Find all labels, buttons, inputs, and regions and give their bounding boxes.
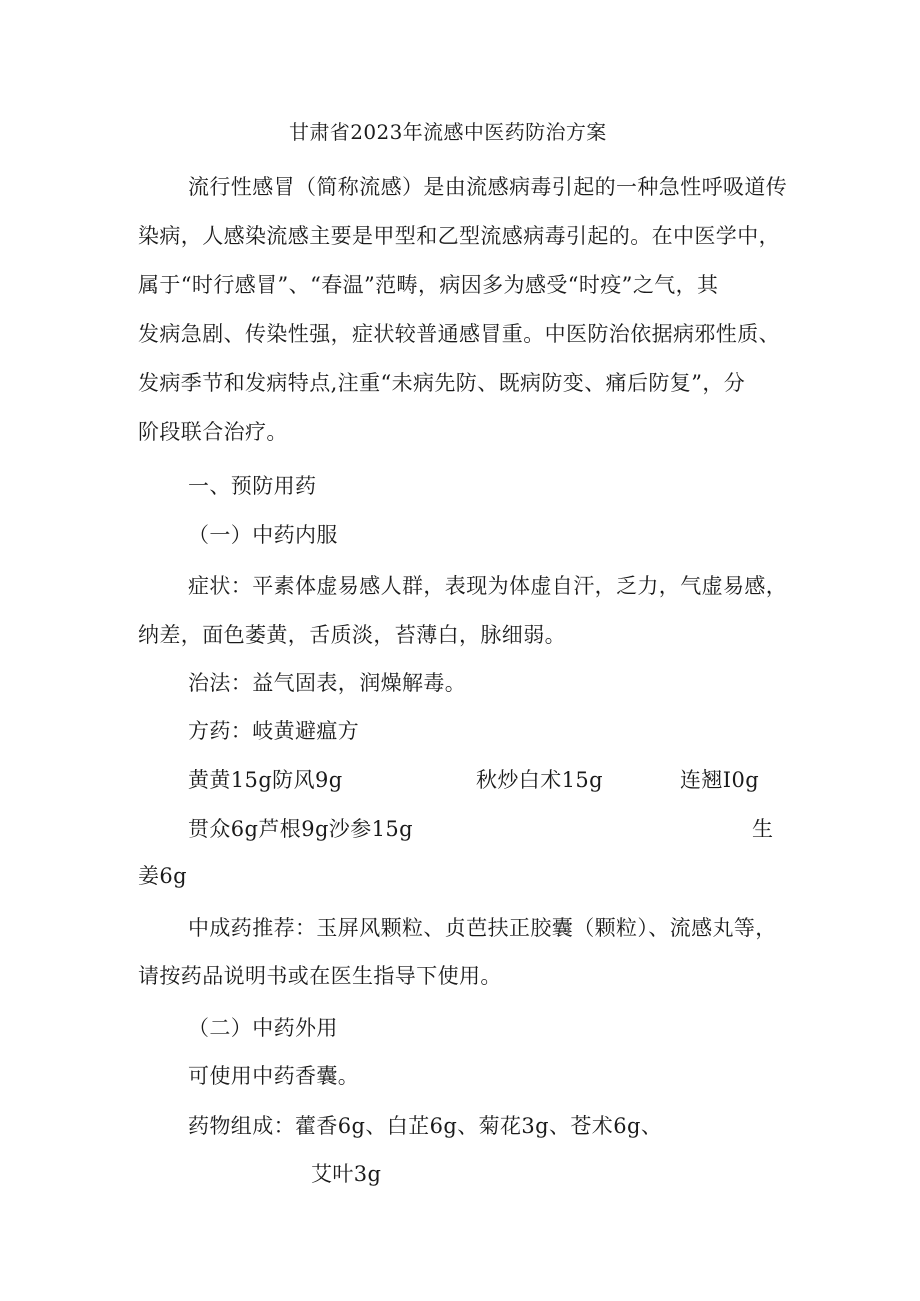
symptom-line-1: 症状：平素体虚易感人群，表现为体虚自汗，乏力，气虚易感， <box>188 574 788 598</box>
herbs-row2-col2: 生 <box>752 817 774 841</box>
herbs-row1-col3: 连翘I0g <box>680 768 760 792</box>
treatment-line: 治法：益气固表，润燥解毒。 <box>188 671 467 695</box>
herbs-row3: 姜6g <box>138 864 188 888</box>
herbs-row1-col1: 黄黄15g防风9g <box>188 768 343 792</box>
intro-line-4: 发病急剧、传染性强，症状较普通感冒重。中医防治依据病邪性质、 <box>138 322 780 346</box>
herbs-row1-col2: 秋炒白术15g <box>476 768 603 792</box>
patent-medicine-line-1: 中成药推荐：玉屏风颗粒、贞芭扶正胶囊（颗粒）、流感丸等， <box>188 916 777 940</box>
composition-line: 药物组成：藿香6g、白芷6g、菊花3g、苍术6g、 <box>188 1114 663 1138</box>
intro-line-1: 流行性感冒（简称流感）是由流感病毒引起的一种急性呼吸道传 <box>188 175 788 199</box>
prescription-line: 方药：岐黄避瘟方 <box>188 719 360 743</box>
symptom-line-2: 纳差，面色萎黄，舌质淡，苔薄白，脉细弱。 <box>138 623 566 647</box>
intro-line-2: 染病，人感染流感主要是甲型和乙型流感病毒引起的。在中医学中， <box>138 224 780 248</box>
patent-medicine-line-2: 请按药品说明书或在医生指导下使用。 <box>138 964 502 988</box>
document-title: 甘肃省2023年流感中医药防治方案 <box>289 120 607 144</box>
intro-line-6: 阶段联合治疗。 <box>138 420 288 444</box>
subsection-heading-2: （二）中药外用 <box>188 1016 338 1040</box>
intro-line-3: 属于“时行感冒”、“春温”范畴，病因多为感受“时疫”之气，其 <box>138 273 719 297</box>
external-usage-line: 可使用中药香囊。 <box>188 1064 360 1088</box>
herbs-row2-col1: 贯众6g芦根9g沙参15g <box>188 817 413 841</box>
section-heading: 一、预防用药 <box>188 474 317 498</box>
intro-line-5: 发病季节和发病特点,注重“未病先防、既病防变、痛后防复”，分 <box>138 371 746 395</box>
composition-continued-line: 艾叶3g <box>311 1162 382 1186</box>
subsection-heading-1: （一）中药内服 <box>188 523 338 547</box>
